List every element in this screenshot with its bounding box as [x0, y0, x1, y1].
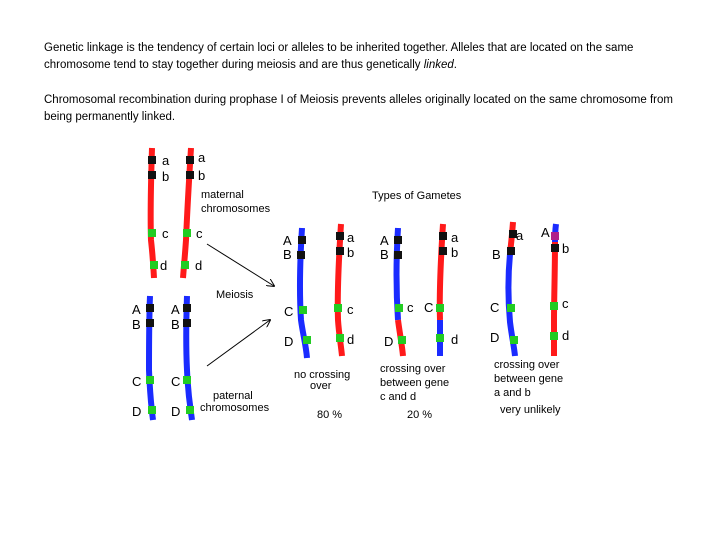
intro-text-1: Genetic linkage is the tendency of certain loci or alleles to be inherited together. Alleles that are located on the same chromosome tend to stay together during meiosis and are thus genetically — [44, 42, 634, 71]
no-crossing-caption: no crossing — [294, 369, 351, 381]
crossing-ab-caption-2: between gene — [494, 373, 564, 385]
allele-label: c — [162, 226, 169, 241]
locus-marker — [507, 304, 515, 312]
locus-marker — [148, 229, 156, 237]
allele-label: D — [384, 334, 394, 349]
allele-label: D — [171, 404, 181, 419]
intro-text-1-end: . — [453, 59, 457, 71]
locus-marker — [439, 232, 447, 240]
allele-label: B — [283, 247, 292, 262]
paternal-label: paternal — [213, 390, 253, 402]
allele-label: A — [541, 225, 550, 240]
allele-label: A — [283, 233, 292, 248]
gamete-crossover-cd-2 — [436, 224, 447, 356]
allele-label: C — [424, 300, 434, 315]
allele-label: a — [162, 153, 170, 168]
locus-marker — [551, 232, 559, 240]
locus-marker — [394, 236, 402, 244]
locus-marker — [297, 251, 305, 259]
allele-label: B — [132, 317, 141, 332]
allele-label: D — [132, 404, 142, 419]
locus-marker — [183, 376, 191, 384]
paternal-chromosome-1 — [146, 296, 156, 420]
maternal-chromosome-2 — [181, 148, 194, 278]
gametes-title: Types of Gametes — [372, 190, 462, 202]
allele-label: b — [347, 245, 355, 260]
gamete-crossover-ab-2 — [550, 224, 559, 356]
allele-label: A — [171, 302, 180, 317]
locus-marker — [186, 171, 194, 179]
locus-marker — [550, 332, 558, 340]
locus-marker — [146, 304, 154, 312]
allele-label: D — [284, 334, 294, 349]
allele-label: B — [380, 247, 389, 262]
gamete-paternal-no-crossover — [297, 228, 311, 358]
allele-label: A — [132, 302, 141, 317]
meiosis-label: Meiosis — [216, 289, 254, 301]
allele-label: d — [195, 258, 203, 273]
locus-marker — [148, 156, 156, 164]
crossing-cd-caption-3: c and d — [380, 391, 417, 403]
maternal-chromosome-1 — [148, 148, 158, 278]
locus-marker — [507, 247, 515, 255]
percentage-80: 80 % — [317, 409, 343, 421]
crossing-cd-caption: crossing over — [380, 363, 446, 375]
gamete-crossover-cd-1 — [394, 228, 406, 356]
crossing-cd-caption-2: between gene — [380, 377, 450, 389]
allele-label: c — [562, 296, 569, 311]
locus-marker — [148, 171, 156, 179]
allele-label: B — [171, 317, 180, 332]
allele-label: a — [198, 150, 206, 165]
allele-label: B — [492, 247, 501, 262]
locus-marker — [150, 261, 158, 269]
locus-marker — [146, 376, 154, 384]
crossing-ab-caption-3: a and b — [494, 387, 531, 399]
intro-linked-word: linked — [423, 59, 454, 71]
locus-marker — [181, 261, 189, 269]
locus-marker — [146, 319, 154, 327]
arrow-icon — [207, 320, 270, 366]
allele-label: b — [562, 241, 570, 256]
allele-label: A — [380, 233, 389, 248]
allele-label: d — [562, 328, 570, 343]
allele-label: C — [132, 374, 142, 389]
no-crossing-caption-2: over — [310, 380, 332, 392]
locus-marker — [550, 302, 558, 310]
allele-label: c — [347, 302, 354, 317]
maternal-label: maternal — [201, 189, 244, 201]
locus-marker — [148, 406, 156, 414]
allele-label: a — [347, 230, 355, 245]
locus-marker — [336, 247, 344, 255]
allele-label: D — [490, 330, 500, 345]
allele-label: b — [162, 169, 170, 184]
locus-marker — [436, 304, 444, 312]
locus-marker — [394, 251, 402, 259]
locus-marker — [439, 247, 447, 255]
locus-marker — [183, 304, 191, 312]
locus-marker — [336, 232, 344, 240]
allele-label: b — [451, 245, 459, 260]
locus-marker — [183, 229, 191, 237]
allele-label: c — [196, 226, 203, 241]
locus-marker — [436, 334, 444, 342]
maternal-label-2: chromosomes — [201, 203, 271, 215]
locus-marker — [398, 336, 406, 344]
allele-label: a — [451, 230, 459, 245]
allele-label: C — [284, 304, 294, 319]
locus-marker — [551, 244, 559, 252]
unlikely-caption: very unlikely — [500, 404, 561, 416]
locus-marker — [336, 334, 344, 342]
allele-label: b — [198, 168, 206, 183]
locus-marker — [299, 306, 307, 314]
locus-marker — [186, 156, 194, 164]
paternal-label-2: chromosomes — [200, 402, 270, 414]
locus-marker — [510, 336, 518, 344]
allele-label: C — [490, 300, 500, 315]
allele-label: a — [516, 228, 524, 243]
allele-label: d — [160, 258, 168, 273]
locus-marker — [395, 304, 403, 312]
gamete-maternal-no-crossover — [334, 224, 344, 356]
paternal-chromosome-2 — [183, 296, 194, 420]
allele-label: d — [451, 332, 459, 347]
locus-marker — [183, 319, 191, 327]
locus-marker — [334, 304, 342, 312]
allele-label: d — [347, 332, 355, 347]
allele-label: c — [407, 300, 414, 315]
locus-marker — [303, 336, 311, 344]
intro-text-2: Chromosomal recombination during prophase I of Meiosis prevents alleles originally located on the same chromosome from being permanently linked. — [44, 94, 673, 123]
locus-marker — [186, 406, 194, 414]
locus-marker — [298, 236, 306, 244]
allele-label: C — [171, 374, 181, 389]
arrow-icon — [207, 244, 274, 286]
crossing-ab-caption: crossing over — [494, 359, 560, 371]
percentage-20: 20 % — [407, 409, 433, 421]
